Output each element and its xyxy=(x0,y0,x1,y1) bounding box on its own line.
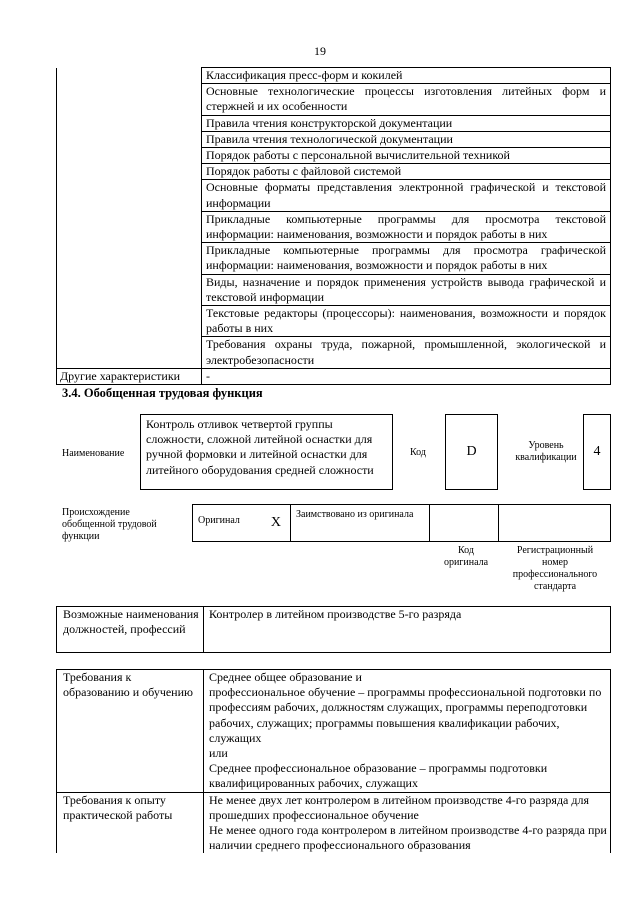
origin-code-cell xyxy=(430,505,499,542)
left-empty-cell xyxy=(57,68,202,84)
knowledge-item: Основные технологические процессы изготовления литейных форм и стержней и их особенности xyxy=(202,84,611,115)
borrowed-label: Заимствовано из оригинала xyxy=(291,505,430,542)
education-line: или xyxy=(209,746,228,761)
level-label: Уровень квалификации xyxy=(515,440,577,463)
knowledge-item: Порядок работы с файловой системой xyxy=(202,164,611,180)
left-empty-cell xyxy=(57,306,202,337)
positions-label: Возможные наименования должностей, профессий xyxy=(57,607,204,653)
code-box: D xyxy=(445,414,498,490)
knowledge-item: Текстовые редакторы (процессоры): наименования, возможности и порядок работы в них xyxy=(202,306,611,337)
requirements-table xyxy=(56,669,611,853)
page-number: 19 xyxy=(314,44,326,58)
positions-table xyxy=(56,606,611,653)
education-line: Среднее общее образование и xyxy=(209,670,362,684)
education-value xyxy=(204,670,611,793)
code-caption: Код оригинала xyxy=(443,545,489,568)
other-characteristics-value: - xyxy=(202,368,611,384)
original-mark: X xyxy=(270,515,281,530)
left-empty-cell xyxy=(57,274,202,305)
level-box: 4 xyxy=(583,414,611,490)
positions-value: Контролер в литейном производстве 5-го разряда xyxy=(204,607,611,653)
section-heading: 3.4. Обобщенная трудовая функция xyxy=(62,386,263,400)
origin-table xyxy=(192,504,611,542)
other-characteristics-label: Другие характеристики xyxy=(57,368,202,384)
education-line: профессиональное обучение – программы профессиональной подготовки по профессиям рабочих, должностям служащих, программы переподготовки рабочих, служащих; программы повышения квалификации рабочих, служащих xyxy=(209,685,602,745)
left-empty-cell xyxy=(57,164,202,180)
knowledge-item: Виды, назначение и порядок применения устройств вывода графической и текстовой информации xyxy=(202,274,611,305)
knowledge-table xyxy=(56,67,611,385)
knowledge-item: Прикладные компьютерные программы для просмотра графической информации: наименования, возможности и порядок работы в них xyxy=(202,243,611,274)
reg-caption: Регистрационный номер профессионального стандарта xyxy=(512,545,598,592)
origin-label: Происхождение обобщенной трудовой функции xyxy=(62,507,157,542)
left-empty-cell xyxy=(57,180,202,211)
education-label: Требования к образованию и обучению xyxy=(57,670,204,793)
knowledge-item: Требования охраны труда, пожарной, промышленной, экологической и электробезопасности xyxy=(202,337,611,368)
left-empty-cell xyxy=(57,115,202,131)
original-label: Оригинал xyxy=(198,515,240,526)
left-empty-cell xyxy=(57,211,202,242)
experience-line: Не менее двух лет контролером в литейном производстве 4-го разряда для прошедших профессиональное обучение xyxy=(209,792,589,822)
experience-line: Не менее одного года контролером в литейном производстве 4-го разряда при наличии среднего профессионального образования xyxy=(209,823,607,853)
knowledge-item: Порядок работы с персональной вычислительной техникой xyxy=(202,148,611,164)
left-empty-cell xyxy=(57,148,202,164)
original-cell xyxy=(193,505,291,542)
reg-number-cell xyxy=(499,505,611,542)
left-empty-cell xyxy=(57,337,202,368)
knowledge-item: Правила чтения конструкторской документации xyxy=(202,115,611,131)
left-empty-cell xyxy=(57,131,202,147)
name-label: Наименование xyxy=(62,448,125,459)
education-line: Среднее профессиональное образование – программы подготовки квалифицированных рабочих, служащих xyxy=(209,761,548,791)
experience-label: Требования к опыту практической работы xyxy=(57,792,204,853)
knowledge-item: Прикладные компьютерные программы для просмотра текстовой информации: наименования, возможности и порядок работы в них xyxy=(202,211,611,242)
function-name-box: Контроль отливок четвертой группы сложности, сложной литейной оснастки для ручной формовки и литейной оснастки для литейного оборудования средней сложности xyxy=(140,414,393,490)
knowledge-item: Основные форматы представления электронной графической и текстовой информации xyxy=(202,180,611,211)
left-empty-cell xyxy=(57,243,202,274)
knowledge-item: Классификация пресс-форм и кокилей xyxy=(202,68,611,84)
code-label: Код xyxy=(410,447,426,458)
left-empty-cell xyxy=(57,84,202,115)
experience-value xyxy=(204,792,611,853)
knowledge-item: Правила чтения технологической документации xyxy=(202,131,611,147)
